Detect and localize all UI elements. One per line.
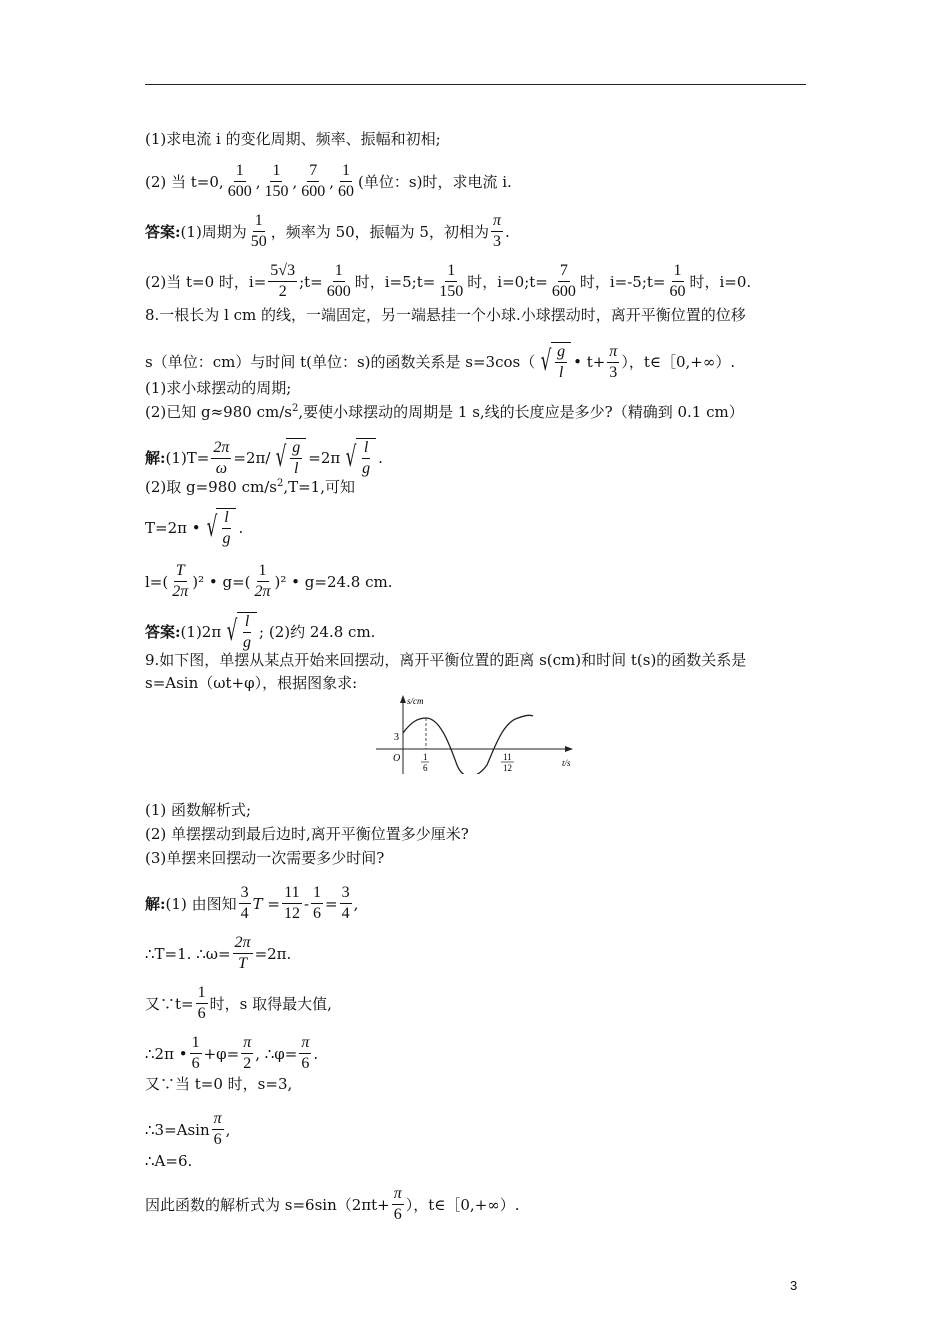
den: g [362,460,371,477]
q8-q2-post: ,要使小球摆动的周期是 1 s,线的长度应是多少?（精确到 0.1 cm） [298,403,744,421]
q8-sol2 [145,477,355,497]
num: π [607,343,619,363]
frac [550,262,578,301]
frac [360,439,372,478]
radicand [216,508,236,548]
num: 1 [234,162,246,182]
den: 60 [669,283,686,300]
den: 6 [301,1055,310,1072]
frac [437,262,465,301]
q8-l2-post: ），t∈［0,+∞）. [621,353,736,371]
frac [325,262,353,301]
frac [392,1185,404,1224]
q9-line2: s=Asin（ωt+φ），根据图象求: [145,674,358,692]
answer-label: 答案: [145,623,181,641]
q7-part2-pre: (2) 当 t=0, [145,172,224,191]
num: 1 [196,984,208,1004]
num: π [491,212,503,232]
solution-label: 解: [145,449,166,467]
frac [196,984,208,1023]
den: 2π [254,583,271,600]
q8-sol1: 解: (1)T= $\frac{2\pi}{\omega}$ =2π/ √ $\frac{g}{l}$ =2π √ $\frac{l}{g}$ . [145,438,383,477]
den: 60 [338,183,355,200]
x-tick-1-6-den: 6 [423,763,428,773]
q7-ans2-c: 时，i=5;t= [354,272,436,291]
den: T [238,955,247,972]
q9-s4-mid: +φ= [203,1044,240,1063]
den: 6 [393,1206,402,1223]
q8-q2-pre: (2)已知 g≈980 cm/s [145,403,292,421]
num: 1 [190,1034,202,1054]
frac [249,212,269,251]
frac [336,162,356,201]
num: π [241,1034,253,1054]
q7-ans2-a: (2)当 t=0 时，i= [145,272,267,291]
den: 3 [609,363,618,381]
den: 2π [172,583,189,600]
q9-s1-pre: (1) 由图知 [165,894,237,913]
q9-sol5: 又∵当 t=0 时，s=3, [145,1075,293,1093]
num: g [290,439,302,459]
q8-answer [145,612,375,652]
den: 6 [213,1131,222,1148]
sqrt [342,438,376,478]
frac [668,262,688,301]
header-rule [145,84,806,85]
q8-sol1-pre: (1)T= [165,449,210,467]
q7-answer2 [145,262,751,301]
y-tick-3: 3 [394,732,399,743]
den: 2 [278,283,287,300]
q9-sol7: ∴A=6. [145,1152,193,1170]
den: 150 [439,283,464,300]
frac [340,884,352,923]
q8-sol4 [145,562,393,601]
q9-s3-pre: 又∵t= [145,994,194,1013]
page-number: 3 [790,1278,798,1293]
frac [290,439,302,478]
q8-ans-post: ; (2)约 24.8 cm. [259,623,376,641]
den: 600 [551,283,576,300]
num: 11 [282,884,301,904]
q8-s2-pre: (2)取 g=980 cm/s [145,478,277,496]
frac [491,212,503,251]
radicand [356,438,376,478]
frac [299,1034,311,1073]
num: 1 [340,162,352,182]
q8-l2-pre: s（单位：cm）与时间 t(单位：s)的函数关系是 s=3cos（ [145,353,536,371]
q7-ans2-e: 时，i=-5;t= [579,272,666,291]
num: 1 [253,212,265,232]
sup: 2 [291,403,299,414]
y-axis-arrow [400,695,406,703]
frac [170,562,190,601]
q9-s2: ∴T=1. ∴ω= [145,944,231,963]
q7-part2-post: (单位：s)时，求电流 i. [358,172,512,191]
den: 6 [197,1005,206,1022]
y-axis-label: s/cm [407,696,424,706]
q7-part1: (1)求电流 i 的变化周期、频率、振幅和初相; [145,130,441,148]
frac [226,162,254,201]
q8-s4-post: )² • g=24.8 cm. [274,572,393,591]
q7-part2: (2) 当 t=0, $\frac{1}{600}$ , $\frac{1}{150}$ , $\frac{7}{600}$ , $\frac{1}{60}$ (单位：s)时，求电流 i. [145,162,512,200]
den: g [222,530,231,547]
frac [268,262,297,301]
q9-s4-pre: ∴2π • [145,1044,188,1063]
q9-q2: (2) 单摆摆动到最后边时,离开平衡位置多少厘米? [145,825,469,843]
radical-sign: √ [345,440,357,473]
num: 1 [445,262,457,282]
den: 3 [492,233,501,250]
den: 2 [243,1055,252,1072]
num: π [392,1185,404,1205]
q8-ans-pre: (1)2π [180,623,222,641]
frac [241,1034,253,1073]
num: g [555,343,567,363]
frac [555,343,567,382]
q8-q1: (1)求小球摆动的周期; [145,379,292,397]
num: 1 [311,884,323,904]
q9-sol3 [145,984,332,1023]
frac [212,1110,224,1149]
den: 150 [264,183,289,200]
q8-sol1-mid: =2π/ [233,449,271,467]
den: l [558,364,564,381]
q9-s8-pre: 因此函数的解析式为 s=6sin（2πt+ [145,1195,390,1214]
frac [220,509,232,548]
q9-sol6: ∴3=Asin $\frac{\pi}{6}$ , [145,1110,231,1148]
q9-s2-post: =2π. [254,944,292,963]
q8-sol1-mid2: =2π [308,449,341,467]
q9-sol4: ∴2π • $\frac{1}{6}$ +φ= $\frac{\pi}{2}$ , ∴φ= $\frac{\pi}{6}$ . [145,1034,319,1072]
sqrt [272,438,306,478]
x-tick-11-12-den: 12 [503,763,512,773]
den: 4 [240,905,249,922]
num: 7 [558,262,570,282]
frac [253,562,273,601]
q9-s3-post: 时，s 取得最大值, [209,994,332,1013]
radical-sign: √ [540,344,552,377]
num: l [362,439,370,459]
den: l [294,460,299,477]
den: 12 [283,905,300,922]
den: ω [215,459,228,477]
q9-line1: 9.如下图，单摆从某点开始来回摆动，离开平衡位置的距离 s(cm)和时间 t(s)的函数关系是 [145,651,747,669]
num: π [299,1034,311,1054]
sqrt [537,342,571,382]
num: l [243,613,251,633]
frac [239,884,251,923]
radical-sign: √ [206,510,217,543]
q7-ans2-d: 时，i=0;t= [467,272,548,291]
num: 3 [239,884,251,904]
q9-sol2 [145,934,291,973]
frac [299,162,327,201]
radical-sign: √ [226,614,238,647]
sqrt [223,612,257,652]
frac [211,439,231,478]
q8-s4-pre: l=( [145,572,169,591]
sup: 2 [276,478,284,489]
frac [262,162,290,201]
num: π [212,1110,224,1130]
q7-ans2-f: 时，i=0. [689,272,752,291]
den: 600 [301,183,326,200]
solution-label: 解: [145,894,166,913]
den: 50 [250,233,267,250]
q9-s6-pre: ∴3=Asin [145,1120,210,1139]
q7-answer1: 答案: (1)周期为 $\frac{1}{50}$ ，频率为 50，振幅为 5，初相为 $\frac{\pi}{3}$ . [145,212,510,250]
frac [190,1034,202,1073]
num: 2π [233,934,253,954]
answer-label: 答案: [145,222,181,241]
num: 1 [333,262,345,282]
x-axis-label: t/s [562,758,571,768]
x-axis-arrow [565,746,573,752]
frac [282,884,302,923]
pendulum-graph [376,694,576,778]
q7-ans1-mid: ，频率为 50，振幅为 5，初相为 [270,222,489,241]
num: 2π [211,439,231,459]
num: 7 [307,162,319,182]
q8-s4-mid: )² • g=( [192,572,251,591]
q9-q3: (3)单摆来回摆动一次需要多少时间? [145,849,385,867]
q8-q2 [145,402,744,422]
var-T: T [252,894,263,913]
den: 4 [341,905,350,922]
radicand [237,612,257,652]
num: 1 [672,262,684,282]
den: 6 [313,905,322,922]
num: 3 [340,884,352,904]
frac [233,934,253,973]
num: 1 [270,162,282,182]
q8-line2 [145,342,735,382]
origin-label: O [393,753,401,764]
x-tick-1-6-num: 1 [423,752,428,762]
q8-s2-post: ,T=1,可知 [283,478,355,496]
q9-s4-mid2: , ∴φ= [255,1044,298,1063]
den: 600 [326,283,351,300]
den: 600 [227,183,252,200]
radical-sign: √ [275,440,287,473]
num: 5√3 [268,262,297,282]
num: l [222,509,230,529]
frac [241,613,253,652]
q8-l2-mid: • t+ [573,353,606,371]
q8-sol3: T=2π • √ $\frac{l}{g}$ . [145,509,244,547]
q7-ans2-b: ;t= [299,272,323,291]
q9-s8-post: ），t∈［0,+∞）. [405,1195,520,1214]
den: 6 [191,1055,200,1072]
sqrt [203,508,237,548]
x-tick-11-12-num: 11 [503,752,512,762]
frac [311,884,323,923]
frac [607,343,619,382]
radicand [286,438,306,478]
den: g [243,634,252,651]
num: 1 [257,562,269,582]
radicand [551,342,571,382]
num: T [174,562,187,582]
q9-sol1: 解: (1) 由图知 $\frac{3}{4}$ T = $\frac{11}{12}$ - $\frac{1}{6}$ = $\frac{3}{4}$ , [145,884,359,922]
q9-q1: (1) 函数解析式; [145,801,252,819]
q8-line1: 8.一根长为 l cm 的线，一端固定，另一端悬挂一个小球.小球摆动时，离开平衡位置的位移 [145,306,746,324]
q8-s3-pre: T=2π • [145,519,201,537]
sine-graph-svg [376,694,576,774]
q7-ans1-pre: (1)周期为 [180,222,247,241]
q9-sol8 [145,1185,520,1224]
